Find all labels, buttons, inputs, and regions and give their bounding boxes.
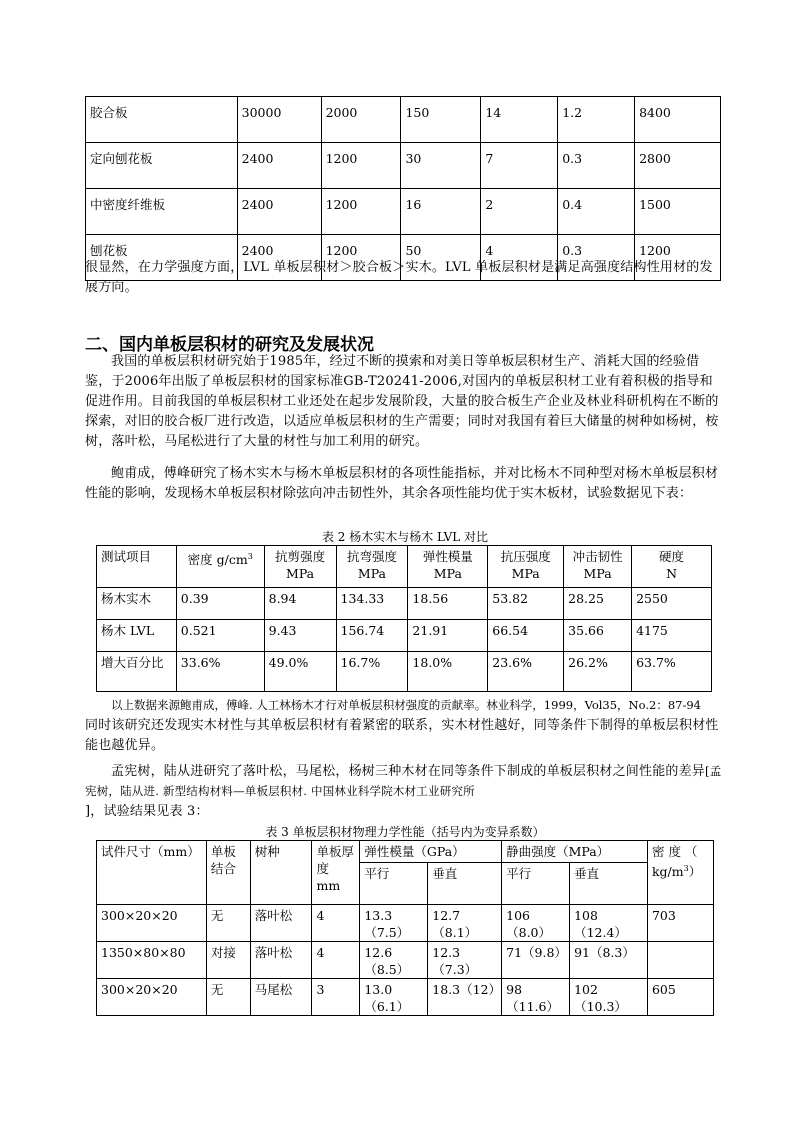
table-cell: 无 <box>206 979 250 1016</box>
inline-reference: [孟宪树，陆从进. 新型结构材料—单板层积材. 中国林业科学院木材工业研究所 <box>85 764 722 798</box>
table-cell: 108（12.4） <box>570 905 648 942</box>
table-cell: 0.39 <box>176 588 264 620</box>
table-cell: 605 <box>647 979 713 1016</box>
table-header-cell: 硬度 N <box>632 546 712 588</box>
table-cell: 7 <box>481 143 558 189</box>
table-cell: 2000 <box>321 97 401 143</box>
table-cell: 53.82 <box>488 588 564 620</box>
table-2-caption: 表 2 杨木实木与杨木 LVL 对比 <box>321 530 489 544</box>
table-header-cell: 密度 $g/cm^3$ <box>176 546 264 588</box>
table-cell: 102（10.3） <box>570 979 648 1016</box>
table-row <box>97 942 714 979</box>
header-moe-vertical: 垂直 <box>428 863 502 905</box>
table-cell: 0.521 <box>176 620 264 652</box>
table-cell: 1.2 <box>558 97 635 143</box>
header-size: 试件尺寸（mm） <box>97 841 207 905</box>
table-header-cell: 抗剪强度 MPa <box>264 546 336 588</box>
header-moe: 弹性模量（GPa） <box>360 841 502 863</box>
table-cell: 1200 <box>635 235 721 281</box>
table-cell: 16 <box>401 189 481 235</box>
header-thickness: 单板厚度 mm <box>312 841 360 905</box>
table-cell: 8.94 <box>264 588 336 620</box>
data-source-note: 以上数据来源鲍甫成，傅峰. 人工林杨木才行对单板层积材强度的贡献率。林业科学，1999，Vol35，No.2：87-94 <box>111 698 701 712</box>
table-header-cell: 抗压强度 MPa <box>488 546 564 588</box>
table-cell: 1500 <box>635 189 721 235</box>
table-cell: 12.3（7.3） <box>428 942 502 979</box>
paragraph-bao-fu-study: 鲍甫成，傅峰研究了杨木实木与杨木单板层积材的各项性能指标，并对比杨木不同种型对杨木单板层积材性能的影响，发现杨木单板层积材除弦向冲击韧性外，其余各项性能均优于实木板材，试验数据见下表： <box>85 466 719 501</box>
table-cell: 150 <box>401 97 481 143</box>
table-1 <box>85 96 721 281</box>
table-cell: 703 <box>647 905 713 942</box>
table-row <box>86 189 721 235</box>
table-header-cell: 抗弯强度 MPa <box>336 546 408 588</box>
table-cell <box>647 942 713 979</box>
table-cell: 增大百分比 <box>97 652 177 692</box>
table-cell: 1200 <box>321 235 401 281</box>
paragraph-text-end: ]，试验结果见表 3： <box>85 804 209 819</box>
table-cell: 马尾松 <box>250 979 312 1016</box>
table-cell: 18.3（12） <box>428 979 502 1016</box>
table-cell: 3 <box>312 979 360 1016</box>
table-cell: 49.0% <box>264 652 336 692</box>
table-2 <box>96 545 712 692</box>
header-moe-parallel: 平行 <box>360 863 428 905</box>
table-cell: 1350×80×80 <box>97 942 207 979</box>
table-cell: 50 <box>401 235 481 281</box>
table-cell: 300×20×20 <box>97 905 207 942</box>
table-cell: 71（9.8） <box>502 942 570 979</box>
table-row <box>97 905 714 942</box>
table-cell: 9.43 <box>264 620 336 652</box>
table-cell: 91（8.3） <box>570 942 648 979</box>
paragraph-text: 孟宪树，陆从进研究了落叶松，马尾松，杨树三种木材在同等条件下制成的单板层积材之间性能的差异 <box>111 764 706 779</box>
table-cell: 无 <box>206 905 250 942</box>
table-cell: 4 <box>312 905 360 942</box>
table-cell: 106（8.0） <box>502 905 570 942</box>
table-cell: 胶合板 <box>86 97 238 143</box>
table-cell: 杨木实木 <box>97 588 177 620</box>
table-cell: 28.25 <box>564 588 632 620</box>
table-cell: 1200 <box>321 189 401 235</box>
header-mor-vertical: 垂直 <box>570 863 648 905</box>
table-cell: 刨花板 <box>86 235 238 281</box>
paragraph-meng-lu-study <box>85 762 725 822</box>
table-cell: 0.4 <box>558 189 635 235</box>
paragraph-conclusion: 很显然，在力学强度方面，LVL 单板层积材＞胶合板＞实木。LVL 单板层积材是满足高强度结构性用材的发展方向。 <box>85 260 713 295</box>
table-cell: 12.6（8.5） <box>360 942 428 979</box>
table-cell: 8400 <box>635 97 721 143</box>
table-cell: 156.74 <box>336 620 408 652</box>
table-cell: 13.0（6.1） <box>360 979 428 1016</box>
table-cell: 16.7% <box>336 652 408 692</box>
table-cell: 0.3 <box>558 235 635 281</box>
table-cell: 2550 <box>632 588 712 620</box>
table-cell: 30 <box>401 143 481 189</box>
table-header-cell: 弹性模量 MPa <box>408 546 488 588</box>
table-cell: 134.33 <box>336 588 408 620</box>
table-header-cell: 测试项目 <box>97 546 177 588</box>
paragraph-material-relation: 同时该研究还发现实木材性与其单板层积材有着紧密的联系，实木材性越好，同等条件下制得的单板层积材性能也越优异。 <box>85 718 719 753</box>
table-cell: 26.2% <box>564 652 632 692</box>
table-row <box>97 620 712 652</box>
table-row <box>86 143 721 189</box>
table-row <box>97 652 712 692</box>
table-row <box>97 588 712 620</box>
table-cell: 18.56 <box>408 588 488 620</box>
table-cell: 落叶松 <box>250 905 312 942</box>
table-cell: 落叶松 <box>250 942 312 979</box>
table-3-caption: 表 3 单板层积材物理力学性能（括号内为变异系数） <box>265 825 545 839</box>
table-row <box>97 979 714 1016</box>
table-cell: 35.66 <box>564 620 632 652</box>
table-cell: 13.3（7.5） <box>360 905 428 942</box>
table-cell: 300×20×20 <box>97 979 207 1016</box>
table-cell: 对接 <box>206 942 250 979</box>
table-cell: 18.0% <box>408 652 488 692</box>
table-cell: 4 <box>481 235 558 281</box>
table-cell: 4175 <box>632 620 712 652</box>
table-cell: 14 <box>481 97 558 143</box>
header-species: 树种 <box>250 841 312 905</box>
table-cell: 0.3 <box>558 143 635 189</box>
table-cell: 21.91 <box>408 620 488 652</box>
table-cell: 12.7（8.1） <box>428 905 502 942</box>
header-mor-parallel: 平行 <box>502 863 570 905</box>
table-cell: 2800 <box>635 143 721 189</box>
header-density: 密 度 （ $kg/m^3$） <box>647 841 713 905</box>
table-cell: 2400 <box>237 143 321 189</box>
table-cell: 33.6% <box>176 652 264 692</box>
table-cell: 杨木 LVL <box>97 620 177 652</box>
table-cell: 23.6% <box>488 652 564 692</box>
table-cell: 30000 <box>237 97 321 143</box>
table-cell: 中密度纤维板 <box>86 189 238 235</box>
table-cell: 2400 <box>237 235 321 281</box>
table-cell: 66.54 <box>488 620 564 652</box>
table-cell: 2400 <box>237 189 321 235</box>
table-header-cell: 冲击韧性 MPa <box>564 546 632 588</box>
table-cell: 63.7% <box>632 652 712 692</box>
table-3 <box>96 840 714 1016</box>
table-cell: 2 <box>481 189 558 235</box>
header-joint: 单板结合 <box>206 841 250 905</box>
section-heading: 二、国内单板层积材的研究及发展状况 <box>85 335 374 355</box>
table-row <box>86 97 721 143</box>
table-cell: 定向刨花板 <box>86 143 238 189</box>
table-cell: 4 <box>312 942 360 979</box>
header-mor: 静曲强度（MPa） <box>502 841 648 863</box>
table-cell: 98（11.6） <box>502 979 570 1016</box>
paragraph-research-history: 我国的单板层积材研究始于1985年，经过不断的摸索和对美日等单板层积材生产、消耗大国的经验借鉴，于2006年出版了单板层积材的国家标准GB-T20241-2006,对国内的单板层积材工业有着积极的指导和促进作用。目前我国的单板层积材工业还处在起步发展阶段，大量的胶合板生产企业及林业科研机构在不断的探索，对旧的胶合板厂进行改造，以适应单板层积材的生产需要；同时对我国有着巨大储量的树种如杨树，桉树，落叶松，马尾松进行了大量的材性与加工利用的研究。 <box>85 354 719 449</box>
table-cell: 1200 <box>321 143 401 189</box>
